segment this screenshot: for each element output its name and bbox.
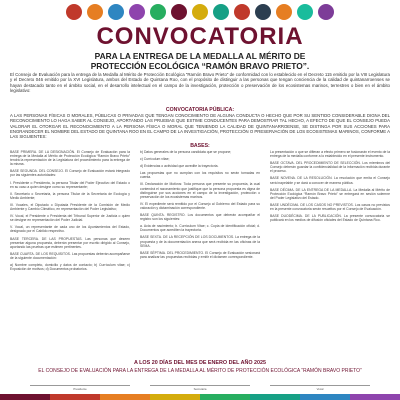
footer-date: A LOS 20 DÍAS DEL MES DE ENERO DEL AÑO 2025: [133, 360, 267, 366]
base-paragraph: Las propuestas que no cumplan con los requisitos no serán tomadas en cuenta.: [140, 171, 260, 180]
logo-5-icon: [150, 4, 166, 20]
signature-2: Secretaria: [150, 385, 250, 391]
base-paragraph: BASE OCTAVA. DEL PROCEDIMIENTO DE SELECCIÓN. Los miembros del Consejo deberán guardar la confidencialidad de la información recibida durante el proceso.: [270, 161, 390, 174]
band-segment: [250, 394, 300, 400]
base-paragraph: BASE CUARTA. DE LOS REQUISITOS. Las propuestas deberán acompañarse de la siguiente documentación:: [10, 251, 130, 260]
subtitle: [40, 51, 360, 71]
base-paragraph: II. Secretario o Secretaria, la persona Titular de la Secretaría de Ecología y Medio Ambiente;: [10, 191, 130, 200]
base-paragraph: BASE NOVENA. DE LA RESOLUCIÓN. La resolución que emita el Consejo será inapelable y se dará a conocer de manera pública.: [270, 176, 390, 185]
base-paragraph: BASE UNDÉCIMA. DE LOS CASOS NO PREVISTOS. Los casos no previstos en la presente convocatoria serán resueltos por el Consejo de Evaluación.: [270, 202, 390, 212]
footer-color-band: [0, 394, 400, 400]
subtitle-line-1: PARA LA ENTREGA DE LA MEDALLA AL MÉRITO DE: [94, 51, 306, 61]
logo-3-icon: [108, 4, 124, 20]
band-segment: [0, 394, 50, 400]
page-title: CONVOCATORIA: [96, 23, 304, 50]
bases-column-3: [270, 150, 390, 225]
logo-11-icon: [276, 4, 292, 20]
logo-7-icon: [192, 4, 208, 20]
base-paragraph: c) Currículum vitae;: [140, 157, 170, 162]
footer-signatory: EL CONSEJO DE EVALUACIÓN PARA LA ENTREGA DE LA MEDALLA AL MÉRITO DE PROTECCIÓN ECOLÓGICA “RAMÓN BRAVO PRIETO”: [38, 368, 362, 374]
base-paragraph: III. Vocales, el Diputado o Diputada Presidente de la Comisión de Medio Ambiente y Cambio Climático, en representación del Poder Legislativo;: [10, 202, 130, 212]
band-segment: [300, 394, 350, 400]
bases-column-1: [10, 150, 130, 274]
base-paragraph: BASE PRIMERA. DE LA DESIGNACIÓN. El Consejo de Evaluación para la entrega de la Medalla al Mérito de Protección Ecológica “Ramón Bravo Prieto” tendrá la representación de la Legislatura del procedimiento para la entrega de la misma.: [10, 150, 130, 167]
base-paragraph: BASE SEXTA. DE LA RECEPCIÓN DE LOS DOCUMENTOS. La entrega de la propuesta y de la documentación anexa que será recibida en las oficinas de la SEMA.: [140, 235, 260, 248]
base-paragraph: BASE SEGUNDA. DEL CONSEJO. El Consejo de Evaluación estará integrado por las siguientes autoridades:: [10, 169, 130, 178]
base-paragraph: b) Datos generales de la persona candidata que se propone;: [140, 150, 232, 154]
logo-4-icon: [129, 4, 145, 20]
logo-9-icon: [234, 4, 250, 20]
band-segment: [150, 394, 200, 400]
base-paragraph: BASE DUODÉCIMA. DE LA PUBLICACIÓN. La presente convocatoria se publicará en los medios de difusión oficiales del Estado de Quintana Roo.: [270, 214, 390, 223]
bases-column-2: [140, 150, 260, 262]
band-segment: [350, 394, 400, 400]
signature-1: Presidente: [30, 385, 130, 391]
band-segment: [100, 394, 150, 400]
base-paragraph: BASE TERCERA. DE LAS PROPUESTAS. Las personas que deseen presentar alguna propuesta, deberán presentar por escrito dirigido al Consejo, aportando las pruebas que estimen pertinentes.: [10, 236, 130, 249]
base-paragraph: BASE QUINTA. REGISTRO. Los documentos que deberán acompañar el registro son los siguientes:: [140, 213, 260, 222]
bases-heading: BASES:: [190, 143, 210, 149]
base-paragraph: I. Presidente o Presidenta, la persona Titular del Poder Ejecutivo del Estado o en su caso a quien designe como su representante;: [10, 180, 130, 189]
base-paragraph: IV. El expediente será remitido por el Consejo al Gobierno del Estado para su valoración y dictaminación correspondiente.: [140, 201, 260, 210]
signature-3: Vocal: [270, 385, 370, 391]
intro-paragraph: El Consejo de Evaluación para la entrega de la Medalla al Mérito de Protección Ecológica “Ramón Bravo Prieto” de conformidad con lo establecido en el Decreto 115 emitido por la VIII Legislatura y el Decreto 046 emitido por la XVI Legislatura, ambos del Estado de Quintana Roo, con el propósito de distinguir a las personas que tengan conciencia de la calidad de quintanarroenses se hayan destacado tanto en el ámbito social, en el desarrollo intelectual en el campo de la investigación, protección o preservación de los ecosistemas marinos, terrestres o bien en el ámbito legislativo:: [10, 72, 390, 94]
base-paragraph: IV. Vocal, el Presidente o Presidenta del Tribunal Superior de Justicia o quien se designe en representación del Poder Judicial.: [10, 214, 130, 223]
base-paragraph: La presentación o que se difieran a efecto primero se fusionarán el evento de la entrega de la medalla conforme a lo establecido en el presente instrumento.: [270, 150, 390, 159]
base-paragraph: a. Acta de nacimiento; b. Currículum Vitae; c. Copia de identificación oficial; d. Documentos que acrediten la trayectoria.: [140, 224, 260, 233]
header-logos: [0, 0, 400, 24]
logo-12-icon: [297, 4, 313, 20]
logo-8-icon: [213, 4, 229, 20]
band-segment: [50, 394, 100, 400]
logo-13-icon: [318, 4, 334, 20]
subtitle-line-2: PROTECCIÓN ECOLÓGICA “RAMÓN BRAVO PRIETO”.: [90, 61, 310, 71]
convoca-text: A LAS PERSONAS FÍSICAS O MORALES, PÚBLICAS O PRIVADAS QUE TENGAN CONOCIMIENTO DE ALGUNA CONDUCTA O HECHO QUE POR SU SENTIDO CONSIDERABLE DIGNA DEL RECONOCIMIENTO LO HAGA SABER AL CONSEJO, APORTANDO LAS PRUEBAS QUE ESTIME CONDUCENTES PARA DEMOSTRAR TAL HECHO, A EFECTO DE QUE EL CONSEJO PUEDA VALORAR EL OTORGAR EL RECONOCIMIENTO A LA PERSONA FÍSICA O MORAL QUE TENIENDO LA CALIDAD DE QUINTANARROENSE, SE DISTINGA POR SUS ACCIONES PARA ENGRANDECER EL NOMBRE DEL ESTADO DE QUINTANA ROO EN EL CAMPO DE LA INVESTIGACIÓN, PROTECCIÓN O PRESERVACIÓN DE LOS ECOSISTEMAS MARINOS, CONFORME A LAS SIGUIENTES:: [10, 113, 390, 140]
base-paragraph: a) Nombre completo, domicilio y datos de contacto; b) Currículum vitae; c) Exposición de motivos; d) Documentos probatorios.: [10, 262, 130, 272]
band-segment: [200, 394, 250, 400]
logo-2-icon: [87, 4, 103, 20]
logo-1-icon: [66, 4, 82, 20]
base-paragraph: BASE SÉPTIMA. DEL PROCEDIMIENTO. El Consejo de Evaluación sesionará para analizar las propuestas recibidas y emitir el dictamen correspondiente.: [140, 250, 260, 259]
base-paragraph: d) Evidencias o actividad que acredite la trayectoria.: [140, 164, 219, 169]
logo-6-icon: [171, 4, 187, 20]
convoca-heading: CONVOCATORIA PÚBLICA:: [165, 107, 235, 113]
base-paragraph: BASE DÉCIMA. DE LA ENTREGA DE LA MEDALLA. La Medalla al Mérito de Protección Ecológica “Ramón Bravo Prieto” se entregará en sesión solemne del Poder Legislativo del Estado.: [270, 187, 390, 200]
base-paragraph: III. Declaración de Motivos: Toda persona que presente su propuesta, la cual contendrá el razonamiento que justifique que la persona propuesta es digna de distinguirse por sus acciones en el campo de la investigación, protección o preservación de los ecosistemas marinos.: [140, 182, 260, 199]
logo-10-icon: [255, 4, 271, 20]
base-paragraph: V. Vocal, un representante de cada uno de los Ayuntamientos del Estado, designado por el Cabildo respectivo.: [10, 225, 130, 234]
